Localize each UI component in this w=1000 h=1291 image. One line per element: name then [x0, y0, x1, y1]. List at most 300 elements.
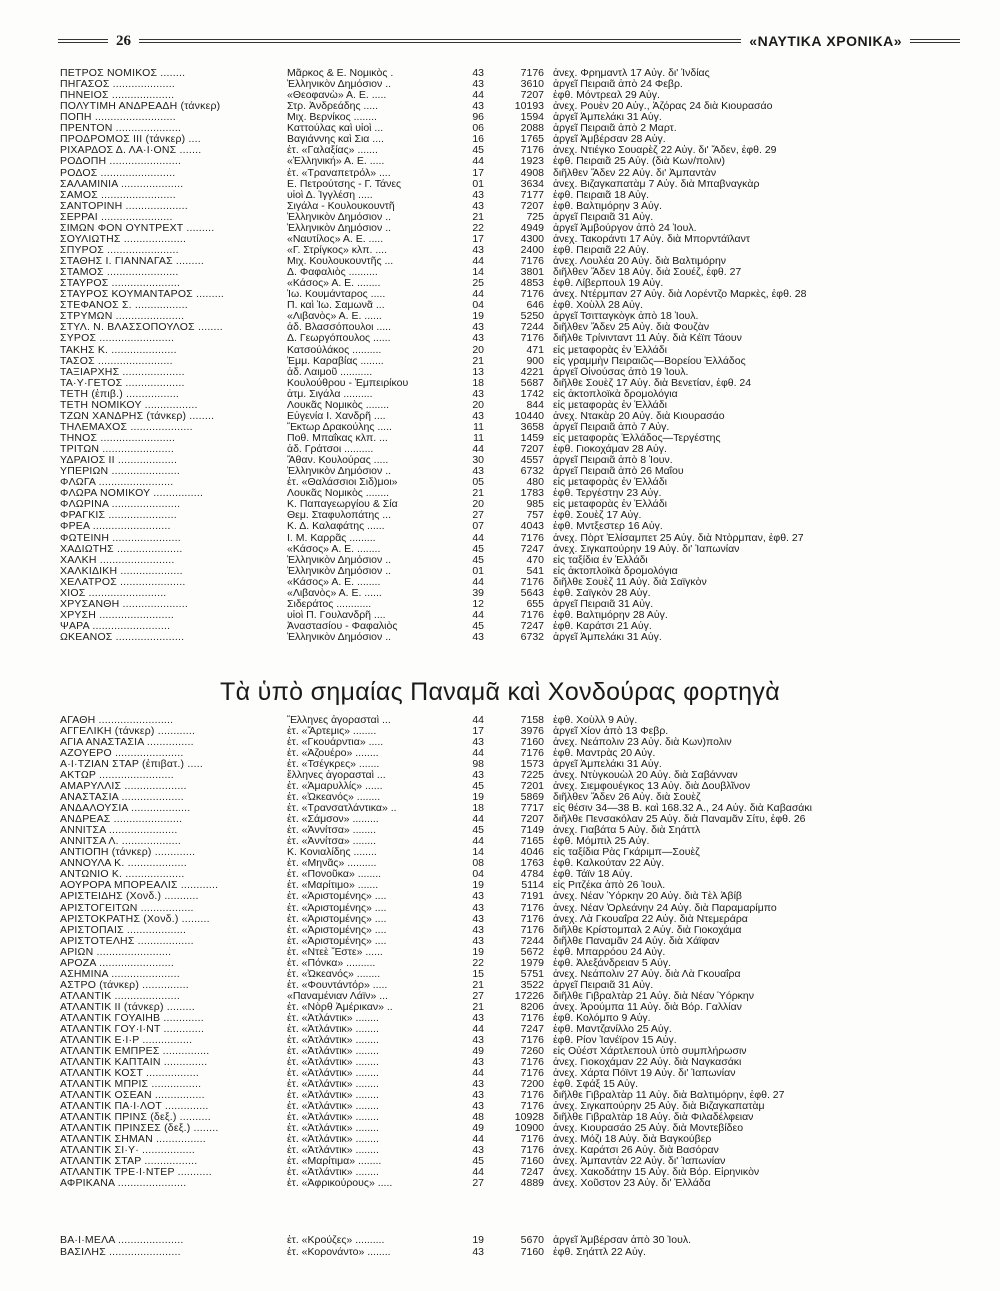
ship-year: 44 [472, 748, 484, 760]
ship-tonnage: 3658 [520, 421, 544, 433]
ship-year: 19 [472, 792, 484, 804]
ship-tonnage: 900 [526, 355, 544, 367]
ship-owner: ἐτ. «Φουντάντόρ» ..... [287, 979, 388, 991]
ship-name: ΨΑΡΑ ......................... [60, 621, 171, 632]
ship-year: 43 [472, 902, 484, 914]
ship-status: ἀργεῖ Πειραιᾶ ἀπὸ 8 Ἰουν. [553, 455, 673, 467]
ship-row [60, 356, 965, 367]
ship-owner: ἐτ. «Ἀννίτσα» ........ [287, 825, 376, 837]
ship-owner: ἐτ. «Μαρίτιμα» ........ [287, 1156, 382, 1168]
ship-row [60, 134, 965, 145]
ship-owner: ἐτ. «Τραναπετρόλ» .... [287, 167, 391, 179]
ship-status: διῆλθεν Ἄδεν 25 Αὐγ. διὰ Φουζὰν [553, 322, 710, 334]
ship-name: ΑΝΤΩΝΙΟ Κ. ................... [60, 869, 185, 881]
ship-row [60, 869, 965, 880]
ship-row [60, 599, 965, 610]
ship-status: ἀργεῖ Πειραιᾶ 31 Αὐγ. [553, 211, 654, 223]
ship-name: ΣΤΡΥΜΩΝ ...................... [60, 311, 185, 323]
ship-name: ΦΛΩΡΙΝΑ ...................... [60, 499, 181, 511]
ship-status: ἀργεῖ Πειραιᾶ ἀπὸ 26 Μαΐου [553, 466, 684, 478]
ship-name: ΑΖΟΥΕΡΟ ...................... [60, 748, 184, 760]
ship-status: ἀνεχ. Σιγκαπούρην 19 Αὐγ. δι' Ἰαπωνίαν [553, 543, 740, 555]
ship-row [60, 621, 965, 632]
ship-status: διῆλθε Γιβραλτὰρ 21 Αὐγ. διὰ Νέαν Ὑόρκην [553, 990, 755, 1002]
ship-name: ΑΤΛΑΝΤΙΚ ΠΡΙΝΣ (δεξ.) .......... [60, 1112, 211, 1124]
ship-tonnage: 1765 [520, 134, 544, 146]
ship-tonnage: 4046 [520, 847, 544, 859]
ship-row [60, 792, 965, 803]
ship-status: ἀνεχ. Σιγκαπούρην 25 Αὐγ. διὰ Βιζαγκαπατὰμ [553, 1101, 765, 1113]
ship-owner: ἐτ. «Ἀννίτσα» ........ [287, 836, 376, 848]
ship-status: ἐφθ. Πειραιᾶ 25 Αὐγ. (διὰ Κων/πολιν) [553, 156, 725, 168]
ship-status: εἰς μεταφορὰς ἐν Ἑλλάδι [553, 344, 667, 356]
ship-name: ΦΛΩΓΑ ........................ [60, 477, 174, 489]
ship-status: ἀνεχ. Ντὺγκουὼλ 20 Αὐγ. διὰ Σαβάνναν [553, 770, 738, 782]
ship-row [60, 477, 965, 488]
ship-name: ΦΡΕΑ ......................... [60, 521, 171, 533]
ship-owner: ἀδ. Γράτσοι .......... [287, 444, 374, 456]
ship-tonnage: 7176 [520, 748, 544, 760]
ship-row [60, 389, 965, 400]
ship-tonnage: 7225 [520, 770, 544, 782]
ship-tonnage: 4221 [520, 366, 544, 378]
ship-status: διῆλθεν Ἄδεν 22 Αὐγ. δι' Ἀμπαντὰν [553, 167, 717, 179]
ship-tonnage: 7244 [520, 935, 544, 947]
ship-tonnage: 7176 [520, 1134, 544, 1146]
ship-owner: ἐτ. «Ἀτλάντικ» ........ [287, 1067, 379, 1079]
ship-status: εἰς ἀκτοπλοϊκὰ δρομολόγια [553, 565, 678, 577]
ship-name: ΤΑΣΟΣ ........................ [60, 355, 173, 367]
ship-row [60, 914, 965, 925]
ship-name: ΑΤΛΑΝΤΙΚ ΠΑ·Ι·ΛΟΤ .............. [60, 1101, 209, 1113]
ship-status: ἀνεχ. Κιουρασάο 25 Αὐγ. διὰ Μοντεβίδεο [553, 1123, 744, 1135]
ship-row [60, 156, 965, 167]
ship-status: ἐφθ. Ἀλεξάνδρειαν 5 Αὐγ. [553, 957, 671, 969]
ship-row [60, 610, 965, 621]
section-title: Τὰ ὑπὸ σημαίας Παναμᾶ καὶ Χονδούρας φορτηγὰ [220, 678, 780, 706]
ship-owner: υἱοὶ Δ. Ἰγγλέση ..... [287, 189, 373, 201]
ship-owner: «Κάσος» Α. Ε. ........ [287, 543, 381, 555]
ship-year: 17 [472, 726, 484, 738]
ship-status: εἰς μεταφορὰς ἐν Ἑλλάδι [553, 399, 667, 411]
ship-year: 44 [472, 256, 484, 268]
ship-status: ἐφθ. Σουὲζ 17 Αὐγ. [553, 510, 642, 522]
ship-row [60, 1112, 965, 1123]
ship-row [60, 566, 965, 577]
ship-tonnage: 7176 [520, 1090, 544, 1102]
ship-name: ΣΤΥΛ. Ν. ΒΛΑΣΣΟΠΟΥΛΟΣ ........ [60, 322, 223, 334]
ship-tonnage: 471 [526, 344, 544, 356]
ship-tonnage: 844 [526, 399, 544, 411]
ship-name: ΣΤΑΘΗΣ Ι. ΓΙΑΝΝΑΓΑΣ ......... [60, 256, 204, 268]
ship-year: 19 [472, 946, 484, 958]
ship-row [60, 322, 965, 333]
ship-owner: ἐτ. «Ἀτλάντικ» ........ [287, 1134, 379, 1146]
ship-year: 43 [472, 1012, 484, 1024]
ship-row [60, 947, 965, 958]
ship-status: ἀνεχ. Γιοκοχάμαν 22 Αὐγ. διὰ Ναγκασάκι [553, 1056, 742, 1068]
ship-name: ΣΤΑΜΟΣ ....................... [60, 267, 179, 279]
ship-year: 19 [472, 311, 484, 323]
ship-tonnage: 7247 [520, 1167, 544, 1179]
ship-row [60, 903, 965, 914]
ship-year: 43 [472, 79, 484, 91]
ship-row [60, 499, 965, 510]
ship-row [60, 759, 965, 770]
ship-year: 43 [472, 1101, 484, 1113]
ship-row [60, 1247, 965, 1258]
ship-year: 08 [472, 858, 484, 870]
ship-status: ἐφθ. Γιοκοχάμαν 28 Αὐγ. [553, 444, 667, 456]
ship-row [60, 1156, 965, 1167]
ship-name: ΑΜΑΡΥΛΛΙΣ .................... [60, 781, 187, 793]
ship-tonnage: 10440 [514, 410, 544, 422]
ship-year: 04 [472, 300, 484, 312]
ship-row [60, 455, 965, 466]
ship-owner: Κ. Κονιαλίδης ........ [287, 847, 377, 859]
ship-year: 27 [472, 1178, 484, 1190]
ship-name: ΤΖΩΝ ΧΑΝΔΡΗΣ (τάνκερ) ........ [60, 410, 215, 422]
ship-status: ἀνεχ. Λὰ Γκουαΐρα 22 Αὐγ. διὰ Ντεμεράρα [553, 913, 748, 925]
ship-status: ἐφθ. Βαλτιμόρην 3 Αὐγ. [553, 200, 662, 212]
ship-status: ἐφθ. Καράτσι 21 Αὐγ. [553, 621, 652, 632]
ship-year: 43 [472, 466, 484, 478]
ship-row [60, 1046, 965, 1057]
ship-year: 48 [472, 1112, 484, 1124]
ship-name: ΑΓΑΘΗ ........................ [60, 715, 174, 726]
ship-row [60, 748, 965, 759]
ship-row [60, 123, 965, 134]
ship-year: 44 [472, 1067, 484, 1079]
ship-row [60, 836, 965, 847]
ship-tonnage: 470 [526, 554, 544, 566]
ship-row [60, 1235, 965, 1246]
ship-status: διῆλθεν Ἄδεν 18 Αὐγ. διὰ Σουέζ, ἐφθ. 27 [553, 267, 742, 279]
ship-tonnage: 4889 [520, 1178, 544, 1190]
ship-status: ἀργεῖ Χίον ἀπὸ 13 Φεβρ. [553, 726, 669, 738]
ship-tonnage: 4300 [520, 233, 544, 245]
ship-owner: «Παναμένιαν Λάϊν» ... [287, 990, 388, 1002]
ship-tonnage: 7176 [520, 609, 544, 621]
ship-status: διῆλθε Γιβραλτὰρ 18 Αὐγ. διὰ Φιλαδέλφειαν [553, 1112, 754, 1124]
ship-status: ἐφθ. Πειραιᾶ 18 Αὐγ. [553, 189, 650, 201]
ship-tonnage: 10193 [514, 101, 544, 113]
ship-row [60, 179, 965, 190]
ship-owner: «Θεοφανὼ» Α. Ε. ..... [287, 90, 387, 102]
ship-row [60, 577, 965, 588]
ship-name: ΤΕΤΗ ΝΟΜΙΚΟΥ ................. [60, 399, 198, 411]
ship-name: ΑΡΙΣΤΕΙΔΗΣ (Χονδ.) ........... [60, 891, 199, 903]
page-header [58, 32, 960, 50]
ship-name: ΑΤΛΑΝΤΙΚ ΚΟΣΤ ................. [60, 1067, 199, 1079]
ship-tonnage: 5250 [520, 311, 544, 323]
ship-name: ΦΩΤΕΙΝΗ ...................... [60, 532, 181, 544]
ship-status: εἰς θέσιν 34—38 Β. καὶ 168.32 Α., 24 Αὐγ. διὰ Καβασάκι [553, 803, 812, 815]
ship-status: ἀνεχ. Μόζι 18 Αὐγ. διὰ Βαγκούβερ [553, 1134, 712, 1146]
ship-year: 22 [472, 957, 484, 969]
ship-status: ἐφθ. Λίβερπουλ 19 Αὐγ. [553, 278, 664, 290]
ship-name: Α·Ι·ΤΖΙΑΝ ΣΤΑΡ (ἐπιβατ.) ..... [60, 759, 203, 771]
ship-row [60, 825, 965, 836]
ship-row [60, 212, 965, 223]
ship-tonnage: 10928 [514, 1112, 544, 1124]
ship-owner: ἐτ. «Τσέγκρες» ....... [287, 759, 380, 771]
ship-name: ΣΑΝΤΟΡΙΝΗ .................... [60, 200, 188, 212]
ship-status: ἀνεχ. Βιζαγκαπατὰμ 7 Αὐγ. διὰ Μπαβναγκὰρ [553, 178, 760, 190]
ship-owner: ἐτ. «Ἀτλάντικ» ........ [287, 1145, 379, 1157]
ship-row [60, 1167, 965, 1178]
magazine-title: «ΝΑΥΤΙΚΑ ΧΡΟΝΙΚΑ» [749, 33, 902, 49]
ship-status: εἰς μεταφορὰς ἐν Ἑλλάδι [553, 477, 667, 489]
ship-owner: ἐτ. «Κρούζες» .......... [287, 1235, 385, 1246]
ship-year: 27 [472, 990, 484, 1002]
header-rule-right [910, 39, 960, 43]
ship-name: ΠΟΛΥΤΙΜΗ ΑΝΔΡΕΑΔΗ (τάνκερ) [60, 101, 221, 113]
ship-name: ΑΤΛΑΝΤΙΚ ΠΡΙΝΣΕΣ (δεξ.) ........ [60, 1123, 219, 1135]
ship-status: ἐφθ. Πειραιᾶ 22 Αὐγ. [553, 244, 650, 256]
ship-owner: Λουκᾶς Νομικὸς ........ [287, 399, 390, 411]
ship-owner: ἐτ. «Ἀτλάντικ» ........ [287, 1012, 379, 1024]
ship-tonnage: 7176 [520, 68, 544, 79]
ship-status: ἀνεχ. Φρημαντλ 17 Αὐγ. δι' Ἰνδίας [553, 68, 710, 79]
ship-owner: Στρ. Ἀνδρεάδης ..... [287, 101, 379, 113]
ship-year: 45 [472, 543, 484, 555]
ship-row [60, 444, 965, 455]
ship-year: 44 [472, 444, 484, 456]
ship-tonnage: 2400 [520, 244, 544, 256]
ship-row [60, 803, 965, 814]
ship-status: διῆλθε Σουὲζ 17 Αὐγ. διὰ Βενετίαν, ἐφθ. 24 [553, 377, 752, 389]
ship-name: ΑΝΔΑΛΟΥΣΙΑ ................... [60, 803, 191, 815]
ship-owner: ἐτ. «Ἀτλάντικ» ........ [287, 1101, 379, 1113]
ship-tonnage: 7191 [520, 891, 544, 903]
ship-owner: ἐτ. «Ἀτλάντικ» ........ [287, 1112, 379, 1124]
ship-row [60, 245, 965, 256]
ship-name: ΦΛΩΡΑ ΝΟΜΙΚΟΥ ................ [60, 488, 204, 500]
ship-tonnage: 655 [526, 598, 544, 610]
ship-owner: ἐτ. «Ντεὲ Ἔστε» ...... [287, 946, 383, 958]
ship-name: ΣΟΥΛΙΩΤΗΣ .................... [60, 233, 187, 245]
ship-tonnage: 5670 [520, 1235, 544, 1246]
ship-tonnage: 7201 [520, 781, 544, 793]
ship-year: 43 [472, 632, 484, 644]
ship-status: ἀνεχ. Γιαβάτα 5 Αὐγ. διὰ Σηάττλ [553, 825, 701, 837]
ship-year: 21 [472, 1001, 484, 1013]
ship-owner: ἀτμ. Σιγάλα .......... [287, 388, 373, 400]
ship-tonnage: 1742 [520, 388, 544, 400]
ship-row [60, 1024, 965, 1035]
ship-owner: Κ. Δ. Καλαφάτης ...... [287, 521, 385, 533]
ship-tonnage: 541 [526, 565, 544, 577]
ship-status: ἀργεῖ Πειραιᾶ ἀπὸ 2 Μαρτ. [553, 123, 677, 135]
ship-owner: ἐτ. «Θαλάσσιοι Σιδ)μοι» [287, 477, 398, 489]
ship-status: διῆλθε Κρίστομπαλ 2 Αὐγ. διὰ Γιοκοχάμα [553, 924, 742, 936]
ship-owner: ἀδ. Βλασσόπουλοι ..... [287, 322, 392, 334]
ship-name: ΧΑΛΚΙΔΙΚΗ .................... [60, 565, 183, 577]
ship-row [60, 715, 965, 726]
ship-status: ἀνεχ. Ἀρούμπα 11 Αὐγ. διὰ Βόρ. Γαλλίαν [553, 1001, 742, 1013]
ship-status: ἀνεχ. Νεάπολιν 23 Αὐγ. διὰ Κων)πολιν [553, 737, 732, 749]
ship-year: 11 [473, 421, 484, 433]
ship-owner: Εὐγενία Ι. Χανδρῆ .... [287, 410, 386, 422]
ship-year: 45 [472, 1156, 484, 1168]
ship-tonnage: 7247 [520, 621, 544, 632]
ship-year: 30 [472, 455, 484, 467]
ship-tonnage: 4043 [520, 521, 544, 533]
ship-year: 44 [472, 609, 484, 621]
ship-tonnage: 1573 [520, 759, 544, 771]
ship-status: διῆλθε Τρίνινταντ 11 Αὐγ. διὰ Κέϊπ Τάουν [553, 333, 742, 345]
ship-name: ΑΝΝΙΤΣΑ ...................... [60, 825, 178, 837]
ship-owner: Μιχ. Βερνίκος ........ [287, 112, 377, 124]
ship-row [60, 770, 965, 781]
ship-tonnage: 2088 [520, 123, 544, 135]
ship-owner: ἐτ. «Ἀριστομένης» .... [287, 902, 387, 914]
ship-year: 43 [472, 1056, 484, 1068]
ship-year: 44 [472, 1023, 484, 1035]
ship-owner: ἐτ. «Πονοῦκα» ........ [287, 869, 382, 881]
ship-year: 25 [472, 278, 484, 290]
ship-status: ἐφθ. Τάϊν 18 Αὐγ. [553, 869, 633, 881]
ship-year: 43 [472, 891, 484, 903]
ship-row [60, 980, 965, 991]
ship-row [60, 256, 965, 267]
ship-name: ΑΝΔΡΕΑΣ ...................... [60, 814, 183, 826]
ship-year: 44 [472, 836, 484, 848]
ship-year: 11 [473, 432, 484, 444]
ship-year: 01 [472, 178, 484, 190]
ship-status: εἰς γραμμὴν Πειραιῶς—Βορείου Ἑλλάδος [553, 355, 746, 367]
ship-year: 45 [472, 825, 484, 837]
ship-status: ἀνεχ. Χακοδάτην 15 Αὐγ. διὰ Βόρ. Εἰρηνικὸν [553, 1167, 760, 1179]
ship-row [60, 1178, 965, 1189]
ship-status: ἀνεχ. Νέαν Ὀρλεάνην 24 Αὐγ. διὰ Παραμαρίμπο [553, 902, 777, 914]
ship-row [60, 101, 965, 112]
ship-name: ΑΝΑΣΤΑΣΙΑ .................... [60, 792, 184, 804]
ship-owner: ἐτ. «Ὠκεανός» ........ [287, 968, 381, 980]
ship-name: ΑΤΛΑΝΤΙΚ ΤΡΕ·Ι·ΝΤΕΡ ........... [60, 1167, 212, 1179]
ship-status: ἐφθ. Σφάξ 15 Αὐγ. [553, 1078, 639, 1090]
ship-owner: Ἕλληνες ἀγορασταὶ ... [287, 715, 391, 726]
ship-year: 44 [472, 289, 484, 301]
ship-owner: ἕλληνες ἀγορασταὶ ... [287, 770, 386, 782]
ship-status: ἀνεχ. Πὸρτ Ἐλίσαμπετ 25 Αὐγ. διὰ Ντὸρμπαν, ἐφθ. 27 [553, 532, 804, 544]
ship-owner: ἐτ. «Μηνᾶς» .......... [287, 858, 377, 870]
ship-owner: ἐτ. «Γκουάρντια» ..... [287, 737, 384, 749]
ship-tonnage: 4908 [520, 167, 544, 179]
ship-tonnage: 7207 [520, 90, 544, 102]
ship-year: 43 [472, 1090, 484, 1102]
ship-row [60, 1013, 965, 1024]
ship-status: εἰς μεταφορὰς Ἑλλάδος—Τεργέστης [553, 432, 721, 444]
ship-tonnage: 7717 [520, 803, 544, 815]
ship-owner: ἐτ. «Κορονάντο» ........ [287, 1246, 391, 1258]
ship-year: 44 [472, 90, 484, 102]
ship-year: 43 [472, 244, 484, 256]
ship-row [60, 858, 965, 869]
ship-owner: «Ναυτίλος» Α. Ε. ..... [287, 233, 384, 245]
ship-status: ἀνεχ. Χοῦστον 23 Αὐγ. δι' Ἑλλάδα [553, 1178, 711, 1190]
ship-tonnage: 7200 [520, 1078, 544, 1090]
ship-name: ΑΓΙΑ ΑΝΑΣΤΑΣΙΑ ............... [60, 737, 194, 749]
ship-owner: ἐτ. «Ἀριστομένης» .... [287, 924, 387, 936]
ship-year: 20 [472, 399, 484, 411]
ship-tonnage: 646 [526, 300, 544, 312]
ship-tonnage: 1923 [520, 156, 544, 168]
ship-tonnage: 5869 [520, 792, 544, 804]
ship-owner: ἐτ. «Ἀριστομένης» .... [287, 935, 387, 947]
ship-row [60, 1101, 965, 1112]
ship-status: ἀργεῖ Ἀμβέρσαν 28 Αὐγ. [553, 134, 666, 146]
ship-year: 43 [472, 913, 484, 925]
ship-owner: «Γ. Στρίγκος» κλπ. .... [287, 244, 388, 256]
ship-year: 45 [472, 621, 484, 632]
ship-name: ΤΗΝΟΣ ........................ [60, 432, 176, 444]
ship-tonnage: 7160 [520, 1246, 544, 1258]
ship-status: ἐφθ. Βαλτιμόρην 28 Αὐγ. [553, 609, 668, 621]
ship-tonnage: 17226 [514, 990, 544, 1002]
ship-status: διῆλθε Παναμᾶν 24 Αὐγ. διὰ Χάϊφαν [553, 935, 720, 947]
ship-status: ἀνεχ. Ντιέγκο Σουαρὲζ 22 Αὐγ. δι' Ἄδεν, ἐφθ. 29 [553, 145, 777, 157]
ship-row [60, 201, 965, 212]
ship-row [60, 925, 965, 936]
ship-tonnage: 3522 [520, 979, 544, 991]
ship-row [60, 1002, 965, 1013]
ship-tonnage: 10900 [514, 1123, 544, 1135]
ship-status: ἀνεχ. Σιεμφουέγκος 13 Αὐγ. διὰ Δουβλῖνον [553, 781, 751, 793]
ship-name: ΠΟΠΗ .......................... [60, 112, 176, 124]
ship-row [60, 1145, 965, 1156]
ship-year: 07 [472, 521, 484, 533]
ship-owner: Κουλούθρου - Ἐμπειρίκου [287, 377, 409, 389]
ship-name: ΑΤΛΑΝΤΙΚ ΣΤΑΡ ................. [60, 1156, 198, 1168]
ship-row [60, 234, 965, 245]
ship-year: 98 [472, 759, 484, 771]
ship-status: ἀνεχ. Χάρτα Πόϊντ 19 Αὐγ. δι' Ἰαπωνίαν [553, 1067, 736, 1079]
ship-row [60, 433, 965, 444]
ship-name: ΤΕΤΗ (ἐπιβ.) ................. [60, 388, 180, 400]
ship-tonnage: 4949 [520, 222, 544, 234]
ship-name: ΣΤΑΥΡΟΣ ...................... [60, 278, 181, 290]
ship-name: ΑΤΛΑΝΤΙΚ ΣΙ·Υ· ................. [60, 1145, 196, 1157]
ship-row [60, 1123, 965, 1134]
ship-row [60, 880, 965, 891]
ship-status: διῆλθε Γιβραλτὰρ 11 Αὐγ. διὰ Βαλτιμόρην, ἐφθ. 27 [553, 1090, 785, 1102]
ship-status: ἐφθ. Μπαρρόου 24 Αὐγ. [553, 946, 666, 958]
ship-status: ἀνεχ. Νεάπολιν 27 Αὐγ. διὰ Λὰ Γκουαΐρα [553, 968, 741, 980]
ship-name: ΑΡΙΣΤΟΤΕΛΗΣ .................. [60, 935, 194, 947]
ship-name: ΣΑΛΑΜΙΝΙΑ .................... [60, 178, 184, 190]
ship-name: ΣΠΥΡΟΣ ....................... [60, 244, 179, 256]
ship-owner: Ποθ. Μπαΐκας κλπ. ... [287, 432, 388, 444]
ship-year: 96 [472, 112, 484, 124]
ship-year: 18 [472, 803, 484, 815]
ship-tonnage: 7176 [520, 289, 544, 301]
ship-year: 43 [472, 1145, 484, 1157]
ship-row [60, 969, 965, 980]
ship-year: 21 [472, 355, 484, 367]
ship-name: ΑΝΝΙΤΣΑ Λ. ................... [60, 836, 182, 848]
ship-status: εἰς μεταφορὰς ἐν Ἑλλάδι [553, 499, 667, 511]
ship-owner: Ἑλληνικὸν Δημόσιον .. [287, 222, 392, 234]
ship-owner: Δ. Φαφαλιὸς .......... [287, 267, 378, 279]
ship-name: ΑΡΙΣΤΟΠΑΙΣ ................... [60, 924, 187, 936]
ship-tonnage: 7207 [520, 200, 544, 212]
ship-name: ΤΑΞΙΑΡΧΗΣ .................... [60, 366, 185, 378]
ship-owner: Ἄθαν. Κουλούρας ..... [287, 455, 389, 467]
ship-name: ΠΕΤΡΟΣ ΝΟΜΙΚΟΣ ........ [60, 68, 186, 79]
ship-row [60, 533, 965, 544]
